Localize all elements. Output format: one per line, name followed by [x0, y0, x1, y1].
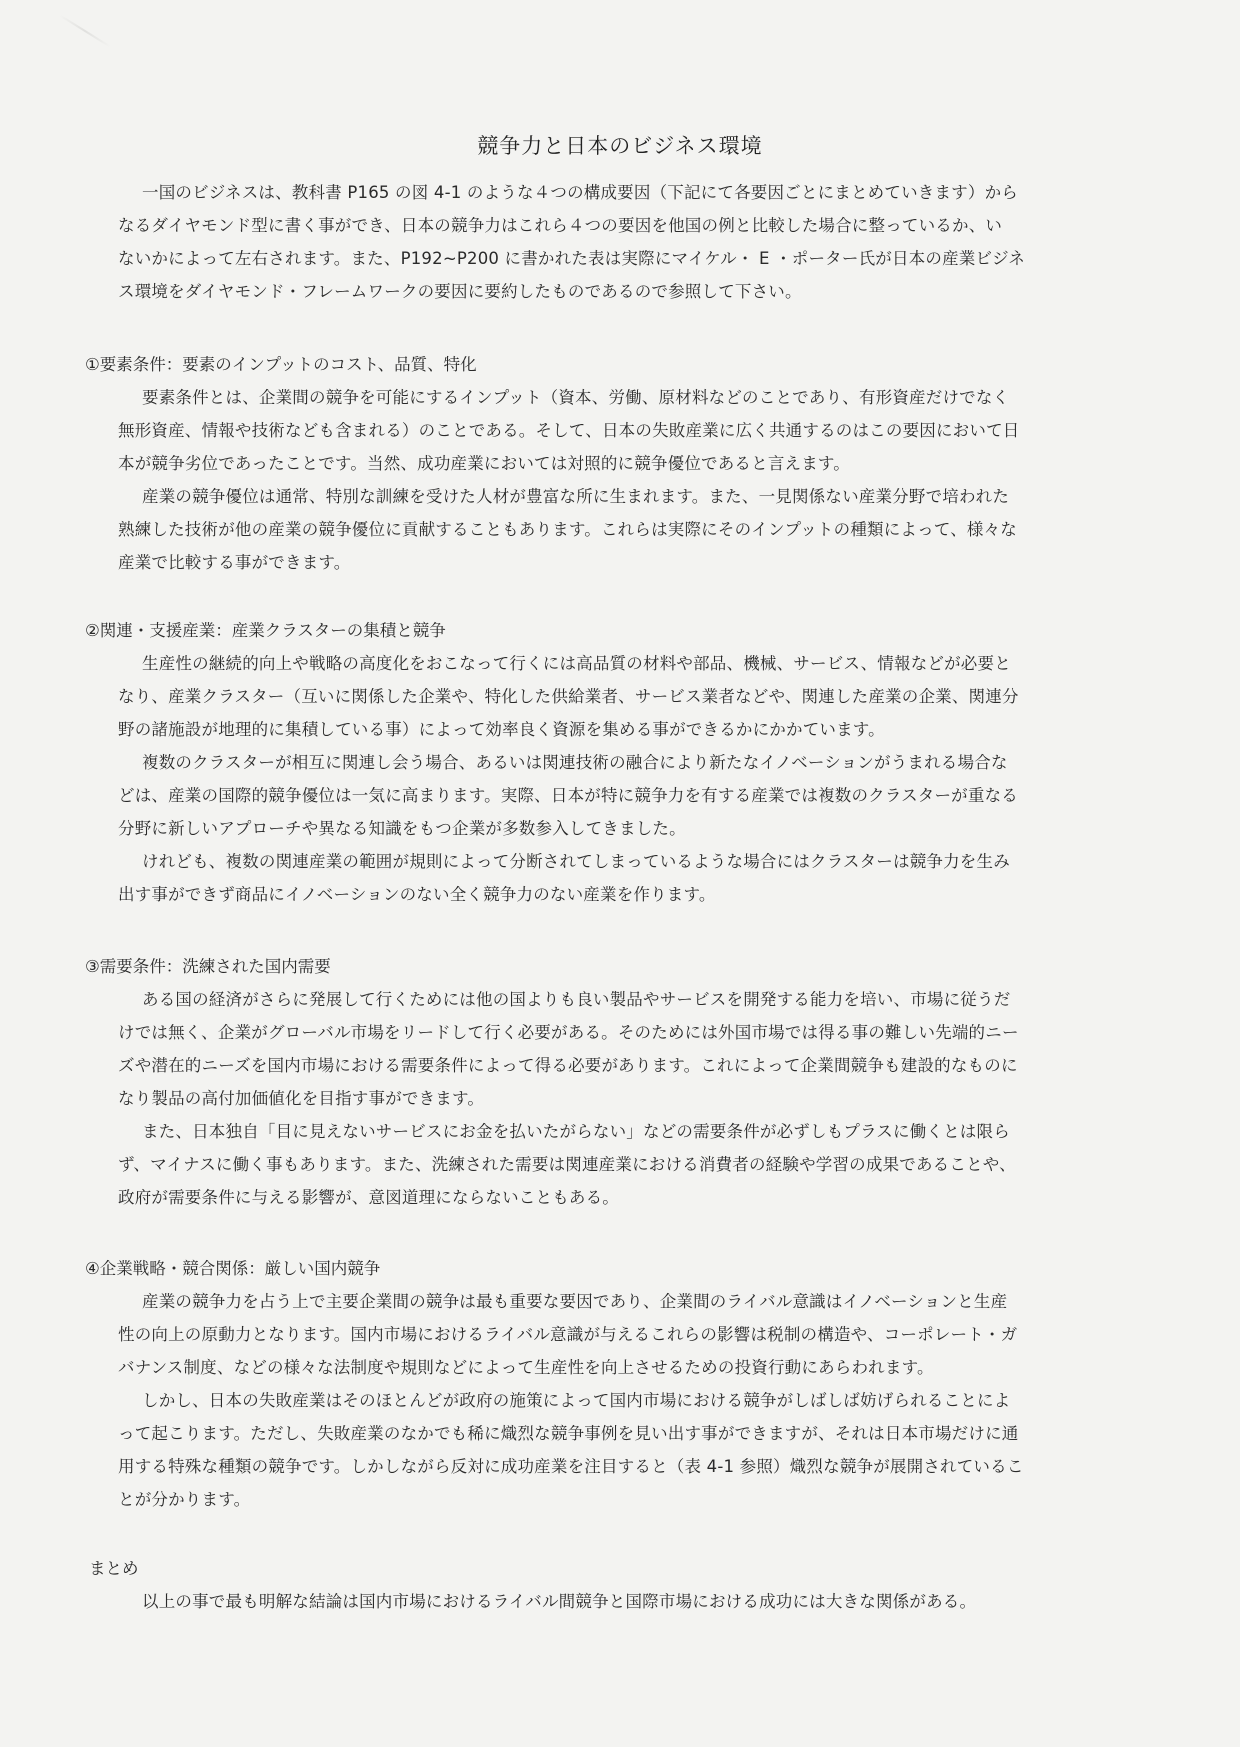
paper-crease [59, 14, 111, 47]
paragraph-line: また、日本独自「目に見えないサービスにお金を払いたがらない」などの需要条件が必ずしもプラスに働くとは限ら [142, 1122, 1010, 1141]
paragraph-line: 出す事ができず商品にイノベーションのない全く競争力のない産業を作ります。 [118, 885, 716, 904]
section-demand-conditions [85, 950, 1144, 1214]
section-factor-conditions [85, 348, 1144, 579]
section-heading: ③需要条件：洗練された国内需要 [85, 957, 331, 976]
section-summary [89, 1552, 1144, 1618]
paragraph-line: 産業の競争優位は通常、特別な訓練を受けた人材が豊富な所に生まれます。また、一見関係ない産業分野で培われた [142, 487, 1010, 506]
intro-paragraph [118, 176, 1144, 308]
paragraph-line: とが分かります。 [118, 1490, 251, 1509]
paragraph-line: けでは無く、企業がグローバル市場をリードして行く必要がある。そのためには外国市場では得る事の難しい先端的ニー [118, 1023, 1019, 1042]
paragraph-line: ある国の経済がさらに発展して行くためには他の国よりも良い製品やサービスを開発する能力を培い、市場に従うだ [142, 990, 1011, 1009]
paragraph-line: って起こります。ただし、失敗産業のなかでも稀に熾烈な競争事例を見い出す事ができますが、それは日本市場だけに通 [118, 1424, 1019, 1443]
paragraph-line: 政府が需要条件に与える影響が、意図道理にならないこともある。 [118, 1188, 619, 1207]
paragraph-line: 複数のクラスターが相互に関連し会う場合、あるいは関連技術の融合により新たなイノベーションがうまれる場合な [142, 753, 1008, 772]
paragraph-line: なり、産業クラスター（互いに関係した企業や、特化した供給業者、サービス業者などや、関連した産業の企業、関連分 [118, 687, 1019, 706]
paragraph-line: 産業で比較する事ができます。 [118, 553, 351, 572]
paragraph-line: なり製品の高付加価値化を目指す事ができます。 [118, 1089, 485, 1108]
paragraph-line: 産業の競争力を占う上で主要企業間の競争は最も重要な要因であり、企業間のライバル意識はイノベーションと生産 [142, 1292, 1008, 1311]
paragraph-line: 無形資産、情報や技術なども含まれる）のことである。そして、日本の失敗産業に広く共通するのはこの要因において日 [118, 421, 1020, 440]
paragraph-line: どは、産業の国際的競争優位は一気に高まります。実際、日本が特に競争力を有する産業では複数のクラスターが重なる [118, 786, 1018, 805]
section-heading: ④企業戦略・競合関係：厳しい国内競争 [85, 1259, 381, 1278]
paragraph-line: 本が競争劣位であったことです。当然、成功産業においては対照的に競争優位であると言えます。 [118, 454, 850, 473]
intro-line: 一国のビジネスは、教科書 P165 の図 4-1 のような４つの構成要因（下記にて各要因ごとにまとめていきます）から [142, 183, 1018, 202]
intro-line: なるダイヤモンド型に書く事ができ、日本の競争力はこれら４つの要因を他国の例と比較した場合に整っているか、い [118, 216, 1003, 235]
paragraph-line: ズや潜在的ニーズを国内市場における需要条件によって得る必要があります。これによって企業間競争も建設的なものに [118, 1056, 1018, 1075]
section-related-industries [85, 614, 1144, 911]
paragraph-line: 性の向上の原動力となります。国内市場におけるライバル意識が与えるこれらの影響は税制の構造や、コーポレート・ガ [118, 1325, 1018, 1344]
paragraph-line: 熟練した技術が他の産業の競争優位に貢献することもあります。これらは実際にそのインプットの種類によって、様々な [118, 520, 1017, 539]
summary-line: 以上の事で最も明解な結論は国内市場におけるライバル間競争と国際市場における成功には大きな関係がある。 [142, 1592, 977, 1611]
paragraph-line: 用する特殊な種類の競争です。しかしながら反対に成功産業を注目すると（表 4-1 参照）熾烈な競争が展開されているこ [118, 1457, 1024, 1476]
paragraph-line: 要素条件とは、企業間の競争を可能にするインプット（資本、労働、原材料などのことであり、有形資産だけでなく [142, 388, 1010, 407]
page-title: 競争力と日本のビジネス環境 [477, 134, 763, 158]
paragraph-line: ず、マイナスに働く事もあります。また、洗練された需要は関連産業における消費者の経験や学習の成果であることや、 [118, 1155, 1016, 1174]
paragraph-line: 生産性の継続的向上や戦略の高度化をおこなって行くには高品質の材料や部品、機械、サービス、情報などが必要と [142, 654, 1011, 673]
section-heading: ①要素条件：要素のインプットのコスト、品質、特化 [85, 355, 477, 374]
paragraph-line: バナンス制度、などの様々な法制度や規則などによって生産性を向上させるための投資行動にあらわれます。 [118, 1358, 934, 1377]
paragraph-line: しかし、日本の失敗産業はそのほとんどが政府の施策によって国内市場における競争がしばしば妨げられることによ [142, 1391, 1011, 1410]
section-firm-strategy-rivalry [85, 1252, 1144, 1516]
summary-heading: まとめ [89, 1559, 139, 1578]
paragraph-line: 分野に新しいアプローチや異なる知識をもつ企業が多数参入してきました。 [118, 819, 686, 838]
intro-line: ないかによって左右されます。また、P192~P200 に書かれた表は実際にマイケル・ E ・ポーター氏が日本の産業ビジネ [118, 249, 1026, 268]
paragraph-line: 野の諸施設が地理的に集積している事）によって効率良く資源を集める事ができるかにかかています。 [118, 720, 885, 739]
section-heading: ②関連・支援産業：産業クラスターの集積と競争 [85, 621, 446, 640]
paragraph-line: けれども、複数の関連産業の範囲が規則によって分断されてしまっているような場合にはクラスターは競争力を生み [142, 852, 1010, 871]
intro-line: ス環境をダイヤモンド・フレームワークの要因に要約したものであるので参照して下さい。 [118, 282, 802, 301]
